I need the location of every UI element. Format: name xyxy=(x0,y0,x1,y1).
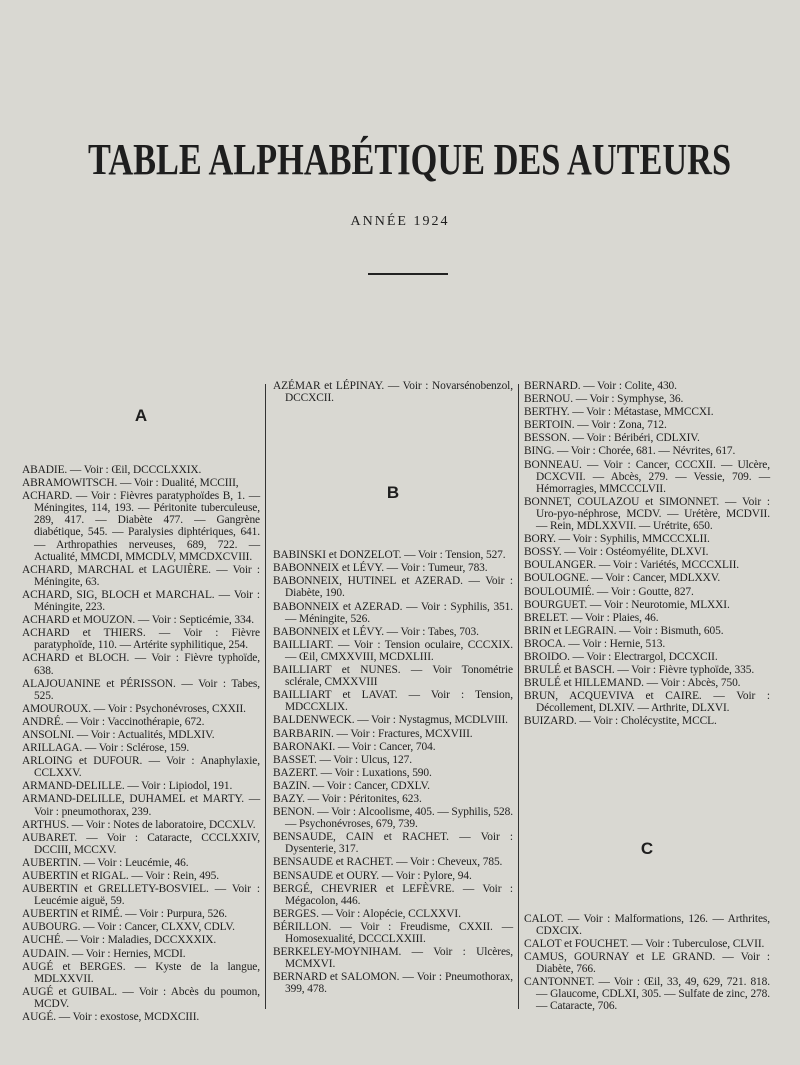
index-entry: BAZY. — Voir : Péritonites, 623. xyxy=(273,792,422,805)
section-letter-c: C xyxy=(640,838,654,858)
entry-list xyxy=(22,464,260,1023)
index-entry: BOULOUMIÉ. — Voir : Goutte, 827. xyxy=(524,585,694,598)
index-entry: BENSAUDE et RACHET. — Voir : Cheveux, 785. xyxy=(273,856,503,869)
index-entry: BERGES. — Voir : Alopécie, CCLXXVI. xyxy=(273,907,461,920)
index-entry: BABONNEIX, HUTINEL et AZERAD. — Voir : Diabète, 190. xyxy=(273,575,513,600)
section-letter-b: B xyxy=(386,483,400,503)
index-entry: CALOT et FOUCHET. — Voir : Tuberculose, CLVII. xyxy=(524,937,765,950)
index-entry: AUCHÉ. — Voir : Maladies, DCCXXXIX. xyxy=(22,934,217,947)
index-entry: ARTHUS. — Voir : Notes de laboratoire, DCCXLV. xyxy=(22,818,256,831)
index-entry: BABINSKI et DONZELOT. — Voir : Tension, 527. xyxy=(273,549,506,562)
index-entry: AUGÉ. — Voir : exostose, MCDXCIII. xyxy=(22,1011,200,1024)
index-entry: BRUN, ACQUEVIVA et CAIRE. — Voir : Décollement, DLXIV. — Arthrite, DLXVI. xyxy=(524,690,770,715)
index-entry: ACHARD, MARCHAL et LAGUIÈRE. — Voir : Méningite, 63. xyxy=(22,563,260,588)
index-entry: CANTONNET. — Voir : Œil, 33, 49, 629, 721. 818. — Glaucome, CDLXI, 305. — Sulfate de zinc, 278. — Cataracte, 706. xyxy=(524,976,770,1013)
index-entry: AUBERTIN et GRELLETY-BOSVIEL. — Voir : Leucémie aiguë, 59. xyxy=(22,883,260,908)
title-rule xyxy=(368,273,448,275)
index-entry: ACHARD et BLOCH. — Voir : Fièvre typhoïde, 638. xyxy=(22,652,260,677)
index-entry: BAZERT. — Voir : Luxations, 590. xyxy=(273,766,432,779)
index-entry: BABONNEIX et LÉVY. — Voir : Tumeur, 783. xyxy=(273,562,488,575)
index-entry: BASSET. — Voir : Ulcus, 127. xyxy=(273,753,412,766)
index-entry: BONNEAU. — Voir : Cancer, CCCXII. — Ulcère, DCXCVII. — Abcès, 279. — Vessie, 709. — Hémorragies, MMCCCLVII. xyxy=(524,458,770,495)
index-entry: ACHARD, SIG, BLOCH et MARCHAL. — Voir : Méningite, 223. xyxy=(22,588,260,614)
index-entry: BROCA. — Voir : Hernie, 513. xyxy=(524,637,666,650)
index-entry: BENSAUDE et OURY. — Voir : Pylore, 94. xyxy=(273,869,472,882)
index-entry: ACHARD et MOUZON. — Voir : Septicémie, 334. xyxy=(22,614,254,627)
index-entry: AUBERTIN et RIMÉ. — Voir : Purpura, 526. xyxy=(22,908,227,921)
index-entry: BERNARD et SALOMON. — Voir : Pneumothorax, 399, 478. xyxy=(273,971,513,996)
index-entry: ARLOING et DUFOUR. — Voir : Anaphylaxie, CCLXXV. xyxy=(22,755,260,780)
index-entry: BÉRILLON. — Voir : Freudisme, CXXII. — Homosexualité, DCCCLXXIII. xyxy=(273,920,513,945)
index-entry: BABONNEIX et LÉVY. — Voir : Tabes, 703. xyxy=(273,625,479,638)
index-entry: BERGÉ, CHEVRIER et LEFÈVRE. — Voir : Mégacolon, 446. xyxy=(273,882,513,907)
index-entry: ABADIE. — Voir : Œil, DCCCLXXIX. xyxy=(22,464,202,476)
column-divider xyxy=(265,384,266,1009)
index-entry: BOULANGER. — Voir : Variétés, MCCCXLII. xyxy=(524,559,740,572)
index-entry: BUIZARD. — Voir : Cholécystite, MCCL. xyxy=(524,715,717,728)
index-entry: BERKELEY-MOYNIHAM. — Voir : Ulcères, MCMXVI. xyxy=(273,946,513,971)
index-entry: BERTHY. — Voir : Métastase, MMCCXI. xyxy=(524,406,714,419)
index-entry: ANSOLNI. — Voir : Actualités, MDLXIV. xyxy=(22,728,215,741)
index-entry: BARONAKI. — Voir : Cancer, 704. xyxy=(273,740,436,753)
index-entry: AUGÉ et GUIBAL. — Voir : Abcès du poumon, MCDV. xyxy=(22,985,260,1010)
index-entry: BONNET, COULAZOU et SIMONNET. — Voir : Uro-pyo-néphrose, MCDV. — Urétère, MCDVII. — Rein, MDLXXVII. — Urétrite, 650. xyxy=(524,495,770,533)
index-column-2 xyxy=(273,380,513,996)
index-entry: ALAJOUANINE et PÉRISSON. — Voir : Tabes, 525. xyxy=(22,677,260,702)
index-entry: AMOUROUX. — Voir : Psychonévroses, CXXII. xyxy=(22,702,246,715)
index-entry: BROIDO. — Voir : Electrargol, DCCXCII. xyxy=(524,650,718,663)
index-entry: AUBOURG. — Voir : Cancer, CLXXV, CDLV. xyxy=(22,921,235,934)
index-entry: BORY. — Voir : Syphilis, MMCCCXLII. xyxy=(524,533,710,546)
index-entry: BOURGUET. — Voir : Neurotomie, MLXXI. xyxy=(524,598,730,611)
index-entry: ARMAND-DELILLE, DUHAMEL et MARTY. — Voir : pneumothorax, 239. xyxy=(22,793,260,818)
index-entry: BABONNEIX et AZERAD. — Voir : Syphilis, 351. — Méningite, 526. xyxy=(273,600,513,625)
column-divider xyxy=(518,384,519,1009)
index-entry: AUBARET. — Voir : Cataracte, CCCLXXIV, DCCIII, MCCXV. xyxy=(22,831,260,856)
entry-list xyxy=(524,913,770,1013)
index-entry: AUDAIN. — Voir : Hernies, MCDI. xyxy=(22,947,186,960)
index-entry: BERNOU. — Voir : Symphyse, 36. xyxy=(524,393,684,406)
index-entry: ACHARD et THIERS. — Voir : Fièvre paratyphoïde, 110. — Artérite syphilitique, 254. xyxy=(22,627,260,652)
index-entry: CALOT. — Voir : Malformations, 126. — Arthrites, CDXCIX. xyxy=(524,912,770,937)
index-column-1 xyxy=(22,380,260,1024)
index-entry: BERTOIN. — Voir : Zona, 712. xyxy=(524,419,667,432)
index-entry: CAMUS, GOURNAY et LE GRAND. — Voir : Diabète, 766. xyxy=(524,950,770,975)
index-entry: ACHARD. — Voir : Fièvres paratyphoïdes B, 1. — Méningites, 114, 193. — Péritonite tuberculeuse, 289, 417. — Diabète 477. — Gangrène diabétique, 545. — Paralysies diphtériques, 641. — Arthropathies nerveuses, 689, 722. — Actualité, MMCDI, MMCDLV, MMCDXCVIII. xyxy=(22,490,260,563)
index-entry: BAILLIART. — Voir : Tension oculaire, CCCXIX. — Œil, CMXXVIII, MCDXLIII. xyxy=(273,638,513,663)
index-entry: BALDENWECK. — Voir : Nystagmus, MCDLVIII. xyxy=(273,714,508,727)
index-entry: BRIN et LEGRAIN. — Voir : Bismuth, 605. xyxy=(524,624,724,637)
index-entry: BENSAUDE, CAIN et RACHET. — Voir : Dysenterie, 317. xyxy=(273,831,513,856)
index-entry: AUGÉ et BERGES. — Kyste de la langue, MDLXXVII. xyxy=(22,960,260,985)
year-subtitle: ANNÉE 1924 xyxy=(350,214,450,229)
page-title: TABLE ALPHABÉTIQUE DES AUTEURS xyxy=(88,135,732,184)
section-letter-a: A xyxy=(134,406,148,425)
index-entry: BOULOGNE. — Voir : Cancer, MDLXXV. xyxy=(524,572,721,585)
index-entry: BAILLIART et NUNES. — Voir Tonométrie sclérale, CMXXVIII xyxy=(273,664,513,689)
index-entry: BRULÉ et HILLEMAND. — Voir : Abcès, 750. xyxy=(524,677,741,690)
entry-list-top xyxy=(273,380,513,404)
index-entry: BOSSY. — Voir : Ostéomyélite, DLXVI. xyxy=(524,546,709,559)
index-entry: BERNARD. — Voir : Colite, 430. xyxy=(524,380,677,392)
index-column-3 xyxy=(524,380,770,1013)
index-entry: BRELET. — Voir : Plaies, 46. xyxy=(524,611,659,624)
index-entry: BRULÉ et BASCH. — Voir : Fièvre typhoïde, 335. xyxy=(524,664,755,677)
index-entry: BENON. — Voir : Alcoolisme, 405. — Syphilis, 528. — Psychonévroses, 679, 739. xyxy=(273,806,513,831)
entry-list xyxy=(273,549,513,995)
index-entry: AZÉMAR et LÉPINAY. — Voir : Novarsénobenzol, DCCXCII. xyxy=(273,380,513,405)
index-entry: ABRAMOWITSCH. — Voir : Dualité, MCCIII, xyxy=(22,477,239,490)
index-entry: BARBARIN. — Voir : Fractures, MCXVIII. xyxy=(273,727,473,740)
index-entry: ARILLAGA. — Voir : Sclérose, 159. xyxy=(22,742,190,755)
index-entry: AUBERTIN. — Voir : Leucémie, 46. xyxy=(22,856,189,869)
index-entry: BAZIN. — Voir : Cancer, CDXLV. xyxy=(273,779,430,792)
index-entry: BAILLIART et LAVAT. — Voir : Tension, MDCCXLIX. xyxy=(273,689,513,714)
index-entry: ARMAND-DELILLE. — Voir : Lipiodol, 191. xyxy=(22,780,233,793)
index-entry: BING. — Voir : Chorée, 681. — Névrites, 617. xyxy=(524,445,736,458)
index-entry: BESSON. — Voir : Béribéri, CDLXIV. xyxy=(524,432,700,445)
entry-list-top xyxy=(524,380,770,728)
index-entry: ANDRÉ. — Voir : Vaccinothérapie, 672. xyxy=(22,715,205,728)
index-entry: AUBERTIN et RIGAL. — Voir : Rein, 495. xyxy=(22,870,219,882)
